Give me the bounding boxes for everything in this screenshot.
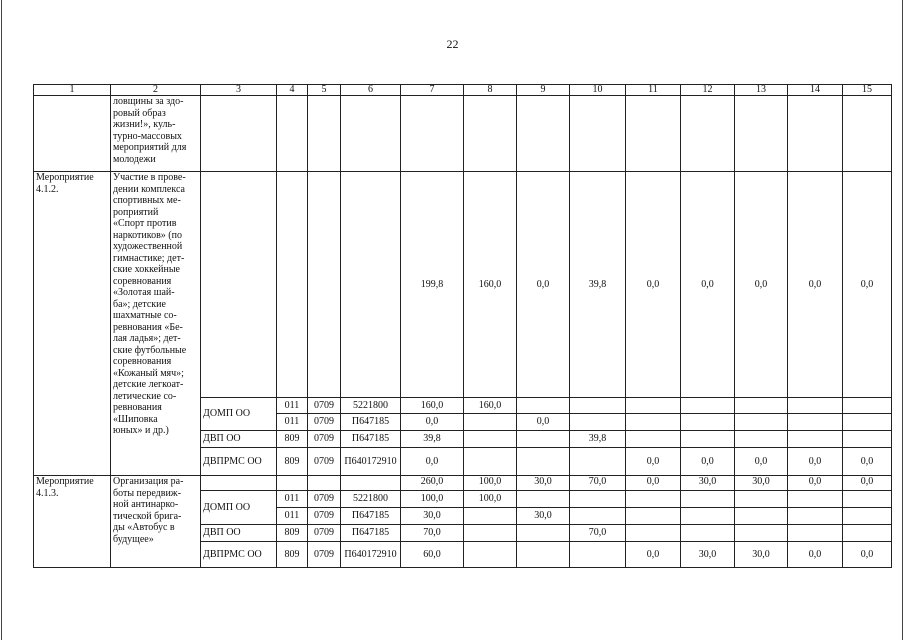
table-cell — [570, 491, 626, 508]
column-header: 7 — [401, 85, 464, 96]
value-cell: 0,0 — [681, 448, 735, 476]
table-cell — [843, 431, 892, 448]
value-cell: 011 — [277, 398, 308, 414]
table-cell — [681, 508, 735, 525]
table-cell — [735, 96, 788, 172]
table-cell — [681, 414, 735, 431]
value-cell: 100,0 — [401, 491, 464, 508]
value-cell: 100,0 — [464, 491, 517, 508]
table-cell — [308, 476, 341, 491]
column-header: 2 — [111, 85, 201, 96]
value-cell: 0709 — [308, 491, 341, 508]
measure-description-cell — [111, 96, 201, 172]
total-value-cell: 39,8 — [570, 172, 626, 398]
table-row — [34, 172, 892, 398]
value-cell: 0,0 — [401, 448, 464, 476]
table-cell — [735, 508, 788, 525]
total-value-cell: 30,0 — [517, 476, 570, 491]
value-cell: 0,0 — [517, 414, 570, 431]
total-value-cell: 0,0 — [517, 172, 570, 398]
table-cell — [843, 525, 892, 542]
value-cell: 0709 — [308, 525, 341, 542]
text-line: ские футбольные — [113, 344, 187, 356]
table-cell — [341, 96, 401, 172]
table-cell — [517, 398, 570, 414]
table-cell — [681, 491, 735, 508]
column-header: 11 — [626, 85, 681, 96]
value-cell: 0,0 — [843, 448, 892, 476]
value-cell: 5221800 — [341, 398, 401, 414]
total-value-cell: 0,0 — [626, 172, 681, 398]
table-cell — [788, 491, 843, 508]
value-cell: 30,0 — [401, 508, 464, 525]
table-cell — [681, 525, 735, 542]
column-header: 6 — [341, 85, 401, 96]
table-cell — [735, 414, 788, 431]
column-header: 15 — [843, 85, 892, 96]
value-cell: П640172910 — [341, 542, 401, 568]
value-cell: 0709 — [308, 431, 341, 448]
text-line: ды «Автобус в — [113, 522, 175, 533]
executor-cell: ДВПРМС ОО — [201, 542, 277, 568]
table-cell — [464, 96, 517, 172]
table-cell — [626, 525, 681, 542]
table-cell — [735, 525, 788, 542]
table-cell — [464, 448, 517, 476]
value-cell: 70,0 — [570, 525, 626, 542]
text-line: ревнования «Бе- — [113, 321, 183, 333]
table-row — [34, 96, 892, 172]
text-line: Организация ра- — [113, 476, 184, 487]
text-line: соревнования — [113, 356, 172, 367]
text-line: роприятий — [113, 206, 159, 218]
table-cell — [735, 491, 788, 508]
table-cell — [517, 542, 570, 568]
text-line: «Золотая шай- — [113, 287, 175, 298]
table-cell — [277, 96, 308, 172]
table-cell — [308, 96, 341, 172]
total-value-cell: 30,0 — [735, 476, 788, 491]
value-cell: 0709 — [308, 398, 341, 414]
value-cell: П647185 — [341, 525, 401, 542]
table-cell — [570, 96, 626, 172]
table-cell — [843, 491, 892, 508]
measure-name-cell — [34, 96, 111, 172]
text-line: турно-массовых — [113, 130, 182, 142]
table-cell — [341, 476, 401, 491]
total-value-cell: 0,0 — [788, 476, 843, 491]
column-header: 9 — [517, 85, 570, 96]
text-line: ревнования — [113, 402, 162, 413]
text-line: ловщины за здо- — [113, 96, 184, 107]
table-cell — [788, 414, 843, 431]
column-header: 3 — [201, 85, 277, 96]
value-cell: 809 — [277, 448, 308, 476]
table-cell — [681, 96, 735, 172]
executor-cell: ДОМП ОО — [201, 398, 277, 431]
text-line: «Спорт против — [113, 218, 177, 229]
total-value-cell: 160,0 — [464, 172, 517, 398]
table-cell — [570, 542, 626, 568]
table-cell — [626, 431, 681, 448]
value-cell: 0,0 — [788, 542, 843, 568]
table-cell — [517, 448, 570, 476]
total-value-cell: 70,0 — [570, 476, 626, 491]
value-cell: 0709 — [308, 542, 341, 568]
text-line: ские хоккейные — [113, 264, 180, 275]
value-cell: 0709 — [308, 508, 341, 525]
text-line: боты передвиж- — [113, 487, 182, 499]
table-cell — [626, 508, 681, 525]
table-cell — [681, 431, 735, 448]
table-cell — [788, 398, 843, 414]
table-cell — [201, 476, 277, 491]
table-cell — [788, 431, 843, 448]
total-value-cell: 0,0 — [626, 476, 681, 491]
table-cell — [570, 448, 626, 476]
total-value-cell: 0,0 — [681, 172, 735, 398]
text-line: ной антинарко- — [113, 499, 179, 510]
table-cell — [626, 96, 681, 172]
table-cell — [570, 414, 626, 431]
table-cell — [517, 525, 570, 542]
text-line: мероприятий для — [113, 142, 187, 153]
column-header: 10 — [570, 85, 626, 96]
value-cell: 70,0 — [401, 525, 464, 542]
text-line: 4.1.3. — [36, 487, 59, 499]
text-line: детские легкоат- — [113, 379, 184, 390]
value-cell: 60,0 — [401, 542, 464, 568]
value-cell: 011 — [277, 414, 308, 431]
value-cell: П640172910 — [341, 448, 401, 476]
column-header: 14 — [788, 85, 843, 96]
measure-description-cell — [111, 172, 201, 476]
text-line: ба»; детские — [113, 298, 166, 310]
executor-cell: ДВП ОО — [201, 431, 277, 448]
left-page-edge — [1, 0, 2, 640]
table-cell — [464, 414, 517, 431]
table-cell — [788, 508, 843, 525]
value-cell: 011 — [277, 508, 308, 525]
table-cell — [570, 508, 626, 525]
table-cell — [464, 431, 517, 448]
measure-name-cell — [34, 476, 111, 568]
text-line: Мероприятие — [36, 476, 94, 487]
measure-description-cell — [111, 476, 201, 568]
table-cell — [277, 476, 308, 491]
text-line: юных» и др.) — [113, 425, 169, 436]
table-row — [34, 85, 892, 96]
table-cell — [308, 172, 341, 398]
value-cell: 30,0 — [735, 542, 788, 568]
value-cell: 0,0 — [401, 414, 464, 431]
executor-cell: ДВП ОО — [201, 525, 277, 542]
total-value-cell: 0,0 — [843, 476, 892, 491]
table-row — [34, 476, 892, 491]
column-header: 1 — [34, 85, 111, 96]
measure-name-cell — [34, 172, 111, 476]
table-cell — [464, 508, 517, 525]
value-cell: П647185 — [341, 508, 401, 525]
total-value-cell: 260,0 — [401, 476, 464, 491]
table-cell — [464, 542, 517, 568]
table-cell — [843, 398, 892, 414]
text-line: тической брига- — [113, 510, 182, 522]
value-cell: 809 — [277, 542, 308, 568]
value-cell: П647185 — [341, 431, 401, 448]
value-cell: 160,0 — [401, 398, 464, 414]
total-value-cell: 30,0 — [681, 476, 735, 491]
column-header: 12 — [681, 85, 735, 96]
value-cell: 809 — [277, 431, 308, 448]
table-cell — [843, 96, 892, 172]
table-cell — [464, 525, 517, 542]
text-line: дении комплекса — [113, 183, 185, 195]
table-cell — [401, 96, 464, 172]
value-cell: 0,0 — [843, 542, 892, 568]
right-page-edge — [902, 0, 903, 640]
value-cell: 0,0 — [735, 448, 788, 476]
total-value-cell: 199,8 — [401, 172, 464, 398]
value-cell: 30,0 — [517, 508, 570, 525]
table-cell — [626, 414, 681, 431]
text-line: жизни!», куль- — [113, 119, 176, 130]
text-line: ровый образ — [113, 107, 166, 119]
table-cell — [681, 398, 735, 414]
total-value-cell: 0,0 — [735, 172, 788, 398]
text-line: наркотиков» (по — [113, 229, 182, 241]
table-cell — [735, 431, 788, 448]
total-value-cell: 100,0 — [464, 476, 517, 491]
value-cell: 30,0 — [681, 542, 735, 568]
total-value-cell: 0,0 — [843, 172, 892, 398]
total-value-cell: 0,0 — [788, 172, 843, 398]
executor-cell: ДОМП ОО — [201, 491, 277, 525]
column-header: 5 — [308, 85, 341, 96]
table-cell — [570, 398, 626, 414]
table-cell — [626, 491, 681, 508]
value-cell: П647185 — [341, 414, 401, 431]
value-cell: 0709 — [308, 448, 341, 476]
table-cell — [843, 508, 892, 525]
value-cell: 39,8 — [401, 431, 464, 448]
text-line: художественной — [113, 241, 183, 252]
table-cell — [626, 398, 681, 414]
value-cell: 0,0 — [626, 542, 681, 568]
value-cell: 39,8 — [570, 431, 626, 448]
column-header: 8 — [464, 85, 517, 96]
text-line: летические со- — [113, 390, 177, 402]
table-cell — [788, 525, 843, 542]
table-cell — [788, 96, 843, 172]
table-cell — [517, 96, 570, 172]
value-cell: 0,0 — [788, 448, 843, 476]
text-line: гимнастике; дет- — [113, 252, 185, 264]
text-line: шахматные со- — [113, 310, 177, 321]
text-line: Мероприятие — [36, 172, 94, 183]
table-cell — [277, 172, 308, 398]
table-cell — [201, 172, 277, 398]
table-cell — [735, 398, 788, 414]
table-cell — [201, 96, 277, 172]
text-line: соревнования — [113, 275, 172, 287]
table-cell — [517, 431, 570, 448]
value-cell: 160,0 — [464, 398, 517, 414]
text-line: 4.1.2. — [36, 183, 59, 195]
text-line: лая ладья»; дет- — [113, 333, 181, 344]
column-header: 4 — [277, 85, 308, 96]
executor-cell: ДВПРМС ОО — [201, 448, 277, 476]
column-header: 13 — [735, 85, 788, 96]
text-line: будущее» — [113, 533, 154, 545]
text-line: спортивных ме- — [113, 195, 181, 206]
page-number: 22 — [446, 37, 459, 51]
table-cell — [341, 172, 401, 398]
text-line: «Шиповка — [113, 413, 158, 425]
value-cell: 0709 — [308, 414, 341, 431]
text-line: молодежи — [113, 153, 156, 165]
text-line: «Кожаный мяч»; — [113, 367, 184, 379]
value-cell: 809 — [277, 525, 308, 542]
value-cell: 0,0 — [626, 448, 681, 476]
text-line: Участие в прове- — [113, 172, 186, 183]
value-cell: 011 — [277, 491, 308, 508]
budget-table — [33, 84, 892, 568]
table-cell — [843, 414, 892, 431]
table-cell — [517, 491, 570, 508]
value-cell: 5221800 — [341, 491, 401, 508]
